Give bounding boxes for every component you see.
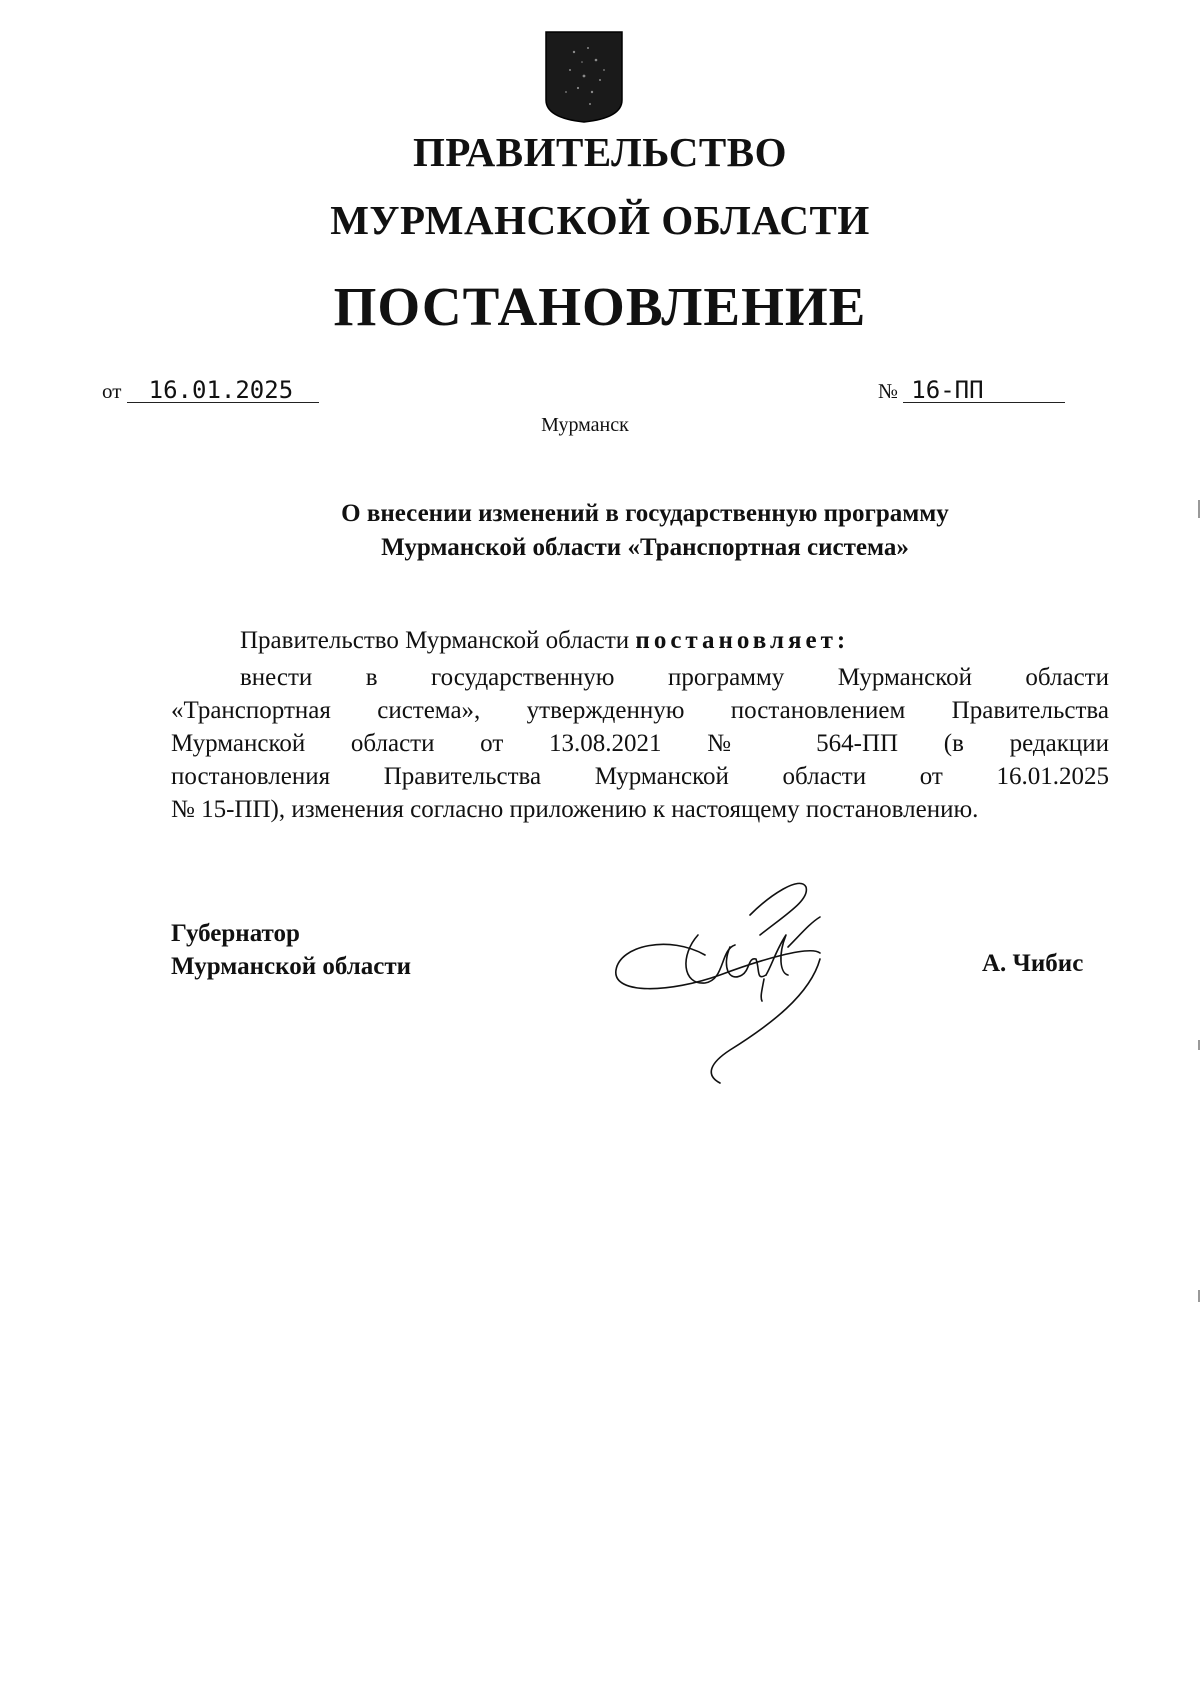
document-type-title: ПОСТАНОВЛЕНИЕ: [333, 276, 867, 337]
document-date: 16.01.2025: [127, 378, 319, 403]
document-number-field: [878, 378, 1065, 404]
decree-intro: [240, 627, 849, 655]
decree-body: [171, 661, 1109, 826]
organization-name-line2: МУРМАНСКОЙ ОБЛАСТИ: [330, 197, 870, 243]
decree-verb: постановляет:: [635, 627, 850, 654]
number-prefix: №: [878, 379, 899, 403]
body-line: № 15-ПП), изменения согласно приложению к настоящему постановлению.: [171, 796, 979, 823]
signer-name: А. Чибис: [982, 950, 1084, 977]
organization-name-line1: ПРАВИТЕЛЬСТВО: [412, 129, 788, 175]
document-subject: [0, 497, 1200, 565]
body-line: постановления Правительства Мурманской области от 16.01.2025: [171, 763, 1109, 790]
body-line: внести в государственную программу Мурманской области: [240, 664, 1109, 691]
signer-position-line2: Мурманской области: [171, 953, 412, 980]
intro-text: Правительство Мурманской области: [240, 627, 636, 654]
body-line: Мурманской области от 13.08.2021 № 564-ПП (в редакции: [171, 730, 1109, 757]
signer-position: [171, 917, 411, 983]
handwritten-signature: [610, 875, 860, 1090]
coat-of-arms-emblem: [544, 30, 624, 124]
subject-line1: О внесении изменений в государственную программу: [341, 500, 949, 527]
city-name: Мурманск: [541, 414, 629, 436]
document-date-field: [102, 378, 319, 404]
date-prefix: от: [102, 379, 122, 403]
document-number: 16-ПП: [903, 378, 1065, 403]
body-line: «Транспортная система», утвержденную постановлением Правительства: [171, 697, 1109, 724]
subject-line2: Мурманской области «Транспортная система»: [381, 534, 909, 561]
signer-position-line1: Губернатор: [171, 920, 300, 947]
